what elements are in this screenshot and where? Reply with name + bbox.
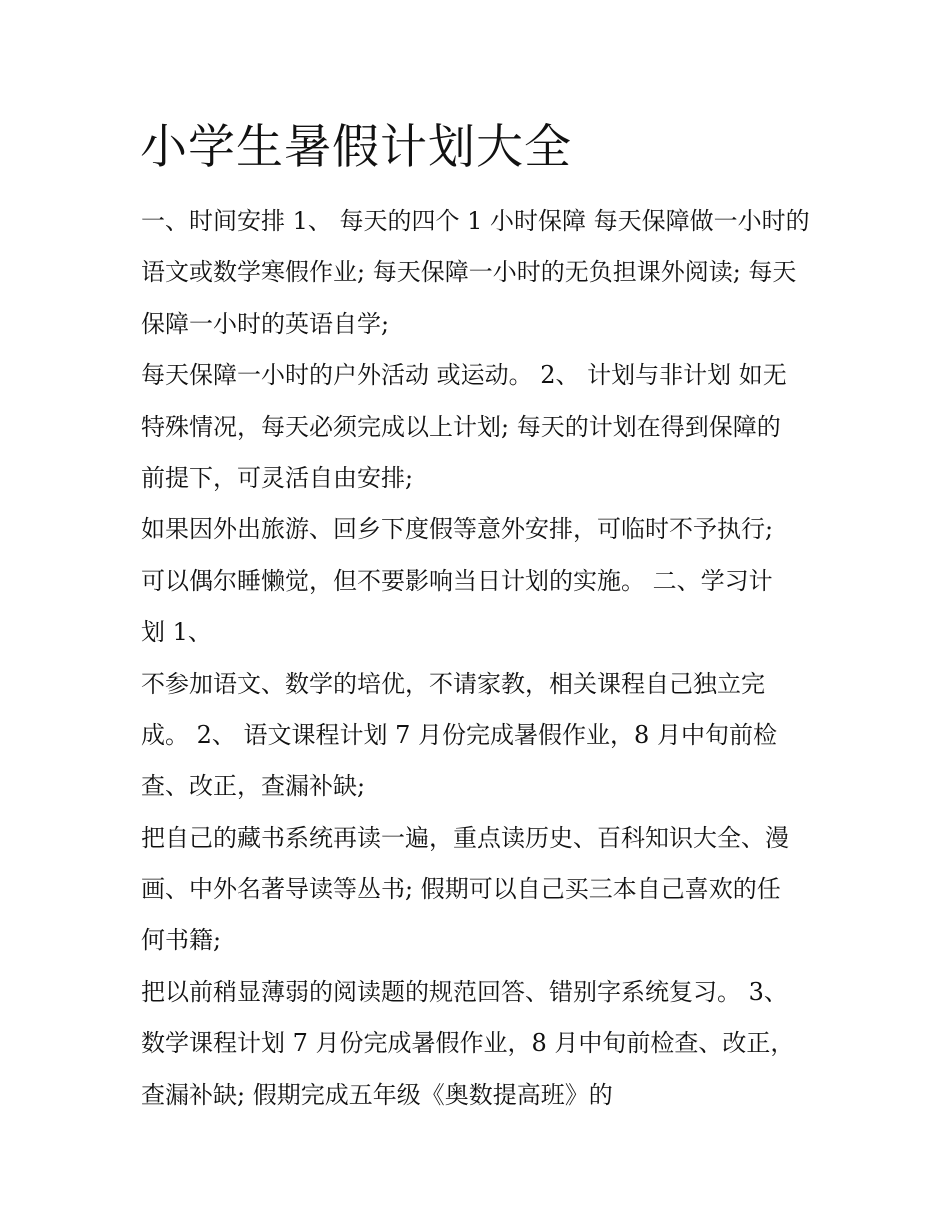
paragraph-line: 一、时间安排 1、 每天的四个 1 小时保障 每天保障做一小时的 bbox=[141, 207, 810, 235]
paragraph-line: 如果因外出旅游、回乡下度假等意外安排，可临时不予执行; bbox=[141, 515, 774, 544]
paragraph-line: 画、中外名著导读等丛书; 假期可以自己买三本自己喜欢的任 bbox=[141, 875, 781, 904]
paragraph-line: 成。 2、 语文课程计划 7 月份完成暑假作业，8 月中旬前检 bbox=[141, 720, 777, 749]
paragraph-line: 不参加语文、数学的培优，不请家教，相关课程自己独立完 bbox=[141, 669, 765, 698]
paragraph-line: 把以前稍显薄弱的阅读题的规范回答、错别字系统复习。 3、 bbox=[141, 977, 788, 1006]
paragraph-line: 保障一小时的英语自学; bbox=[141, 309, 390, 338]
paragraph-line: 把自己的藏书系统再读一遍，重点读历史、百科知识大全、漫 bbox=[141, 823, 789, 852]
document-body bbox=[141, 196, 810, 1121]
paragraph-line: 语文或数学寒假作业; 每天保障一小时的无负担课外阅读; 每天 bbox=[141, 258, 797, 287]
paragraph-line: 可以偶尔睡懒觉，但不要影响当日计划的实施。 二、学习计 bbox=[141, 566, 773, 595]
paragraph-line: 何书籍; bbox=[141, 926, 222, 955]
paragraph-line: 数学课程计划 7 月份完成暑假作业，8 月中旬前检查、改正， bbox=[141, 1029, 795, 1058]
document-title: 小学生暑假计划大全 bbox=[140, 120, 572, 175]
paragraph-line: 每天保障一小时的户外活动 或运动。 2、 计划与非计划 如无 bbox=[141, 361, 787, 390]
paragraph-line: 查漏补缺; 假期完成五年级《奥数提高班》的 bbox=[141, 1080, 613, 1109]
paragraph-line: 特殊情况，每天必须完成以上计划; 每天的计划在得到保障的 bbox=[141, 412, 781, 441]
paragraph-line: 查、改正，查漏补缺; bbox=[141, 772, 366, 801]
paragraph-line: 划 1、 bbox=[141, 618, 212, 647]
paragraph-line: 前提下，可灵活自由安排; bbox=[141, 463, 414, 492]
